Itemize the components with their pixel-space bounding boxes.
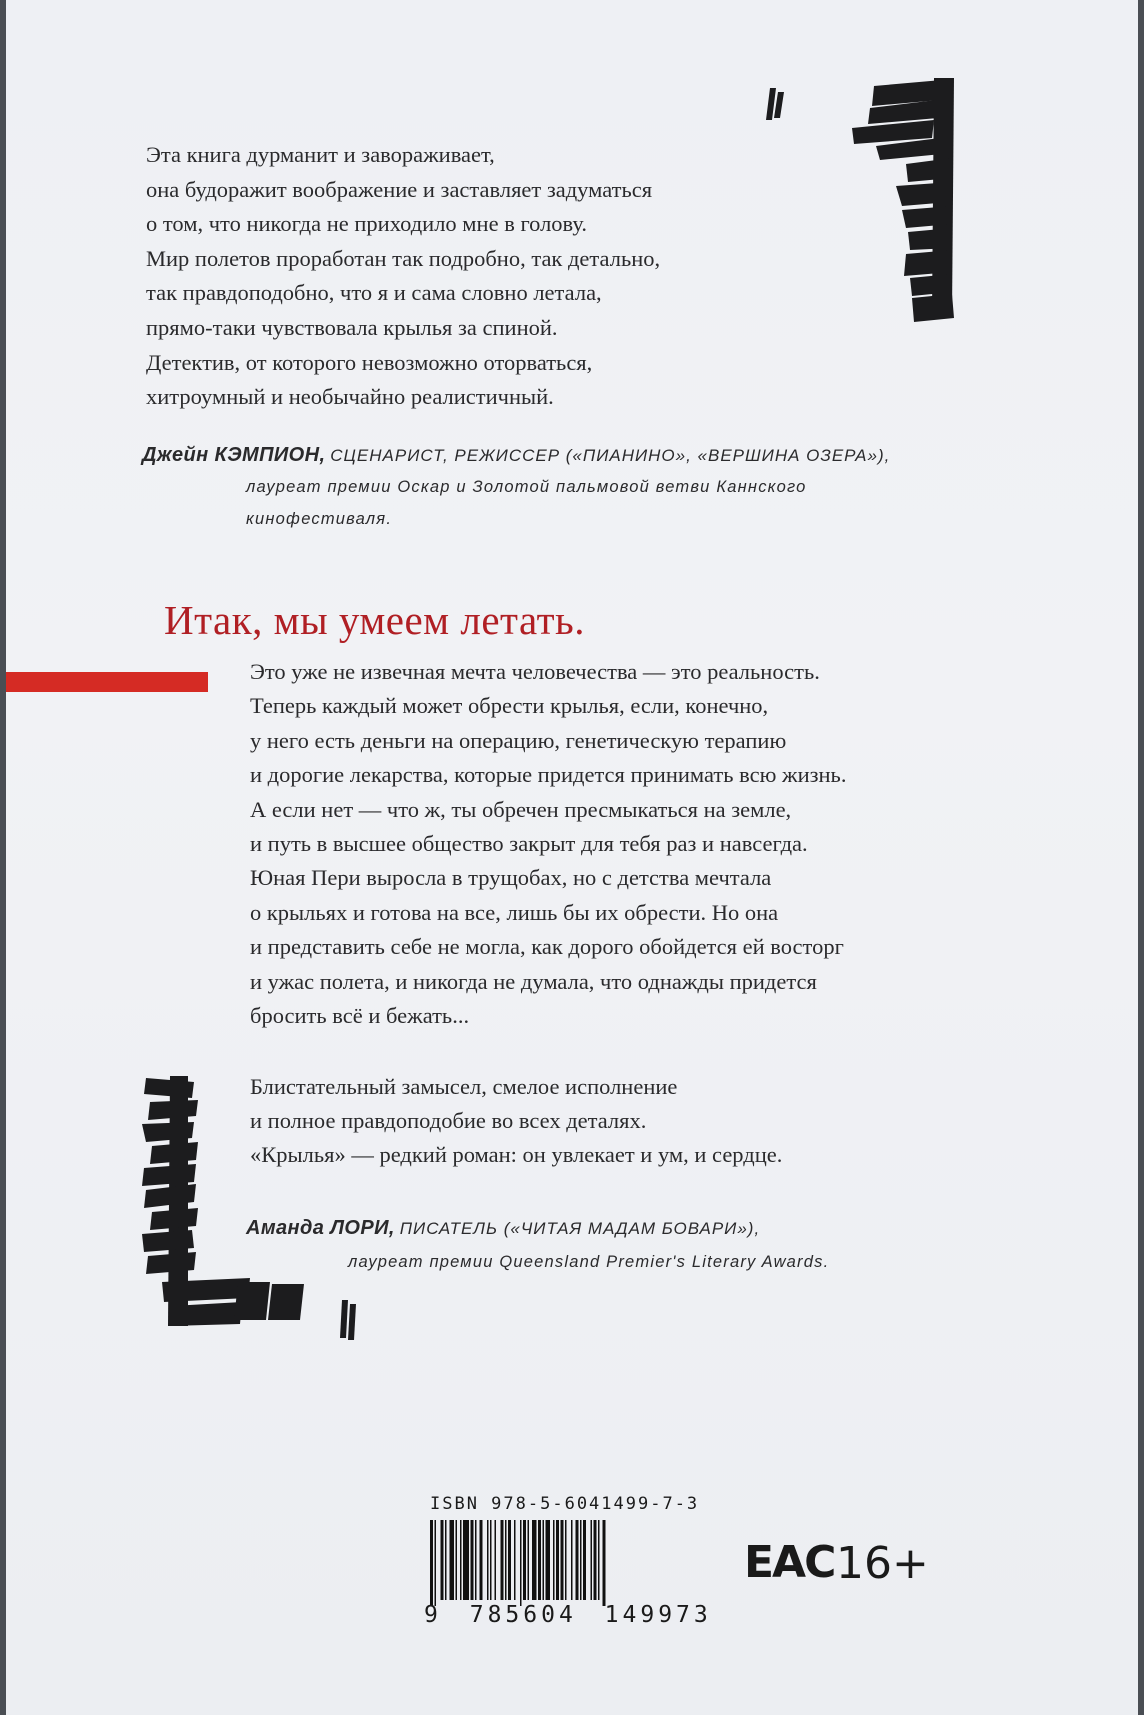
isbn-barcode	[424, 1494, 712, 1628]
barcode-bar	[508, 1520, 511, 1600]
quote-bottom	[250, 1070, 782, 1172]
barcode-bar	[571, 1520, 573, 1600]
isbn-label: ISBN 978-5-6041499-7-3	[430, 1494, 700, 1514]
barcode-bar	[480, 1520, 483, 1600]
barcode-bar	[561, 1520, 564, 1600]
barcode-bar	[441, 1520, 444, 1600]
barcode-bar	[532, 1520, 537, 1600]
quote-top-author-award-cont: кинофестиваля.	[246, 510, 393, 528]
quote-top-attribution	[142, 444, 891, 528]
barcode-digit-first: 9	[424, 1602, 442, 1628]
barcode-bar	[435, 1520, 437, 1606]
barcode-bar	[487, 1520, 489, 1600]
barcode-bar	[556, 1520, 559, 1600]
barcode-bars	[428, 1520, 678, 1606]
blurb	[250, 655, 846, 1033]
age-rating: 16+	[836, 1538, 929, 1589]
barcode-bar	[505, 1520, 507, 1600]
barcode-bar	[543, 1520, 545, 1600]
barcode-digit-group-1: 785604	[469, 1602, 577, 1628]
barcode-bar	[528, 1520, 530, 1600]
barcode-bar	[514, 1520, 516, 1600]
barcode-bar	[580, 1520, 582, 1600]
barcode-bar	[490, 1520, 492, 1600]
quote-top	[146, 138, 660, 415]
barcode-bar	[460, 1520, 462, 1600]
barcode-bar	[583, 1520, 586, 1600]
barcode-bar	[538, 1520, 541, 1600]
quote-bottom-attribution	[246, 1217, 830, 1271]
barcode-bar	[553, 1520, 555, 1600]
barcode-bar	[495, 1520, 497, 1600]
barcode-bar	[594, 1520, 597, 1600]
quote-bottom-author-role: ПИСАТЕЛЬ («ЧИТАЯ МАДАМ БОВАРИ»),	[399, 1219, 761, 1238]
barcode-bar	[463, 1520, 469, 1600]
barcode-bar	[430, 1520, 433, 1606]
brush-frame-top-right	[756, 78, 1016, 348]
quote-top-author-award: лауреат премии Оскар и Золотой пальмовой ветви Каннского	[246, 478, 807, 496]
red-accent-bar	[6, 672, 208, 692]
barcode-bar	[603, 1520, 606, 1606]
blurb-text: Это уже не извечная мечта человечества — это реальность. Теперь каждый может обрести крылья, если, конечно, у него есть деньги на операцию, генетическую терапию и дорогие лекарства, которые придется принимать всю жизнь. А если нет — что ж, ты обречен пресмыкаться на земле, и путь в высшее общество закрыт для тебя раз и навсегда. Юная Пери выросла в трущобах, но с детства мечтала о крыльях и готова на все, лишь бы их обрести. Но она и представить себе не могла, как дорого обойдется ей восторг и ужас полета, и никогда не думала, что однажды придется бросить всё и бежать...	[250, 659, 847, 1029]
barcode-bar	[445, 1520, 447, 1600]
barcode-bar	[598, 1520, 600, 1600]
quote-bottom-author-name: Аманда ЛОРИ,	[246, 1217, 395, 1239]
barcode-bar	[471, 1520, 474, 1600]
barcode-bar	[546, 1520, 551, 1600]
barcode-bar	[591, 1520, 593, 1600]
barcode-bar	[576, 1520, 579, 1600]
headline: Итак, мы умеем летать.	[164, 597, 585, 643]
quote-top-author-name: Джейн КЭМПИОН,	[142, 444, 326, 466]
barcode-bar	[523, 1520, 526, 1600]
barcode-bar	[475, 1520, 477, 1600]
quote-top-text: Эта книга дурманит и завораживает, она будоражит воображение и заставляет задуматься о том, что никогда не приходило мне в голову. Мир полетов проработан так подробно, так детально, так правдоподобно, что я и сама словно летала, прямо-таки чувствовала крылья за спиной. Детектив, от которого невозможно оторваться, хитроумный и необычайно реалистичный.	[146, 142, 661, 410]
quote-bottom-author-award: лауреат премии Queensland Premier's Literary Awards.	[348, 1253, 830, 1271]
quote-bottom-text: Блистательный замысел, смелое исполнение и полное правдоподобие во всех деталях. «Крылья» — редкий роман: он увлекает и ум, и сердце.	[250, 1074, 783, 1167]
barcode-bar	[565, 1520, 567, 1600]
barcode-digit-group-2: 149973	[604, 1602, 712, 1628]
barcode-bar	[456, 1520, 458, 1600]
quote-top-author-role: СЦЕНАРИСТ, РЕЖИССЕР («ПИАНИНО», «ВЕРШИНА ОЗЕРА»),	[330, 446, 891, 465]
barcode-bar	[520, 1520, 522, 1606]
book-back-cover	[6, 0, 1138, 1715]
barcode-bar	[450, 1520, 455, 1600]
eac-mark: EAC	[744, 1537, 835, 1588]
barcode-digits	[424, 1602, 712, 1628]
barcode-bar	[501, 1520, 504, 1600]
